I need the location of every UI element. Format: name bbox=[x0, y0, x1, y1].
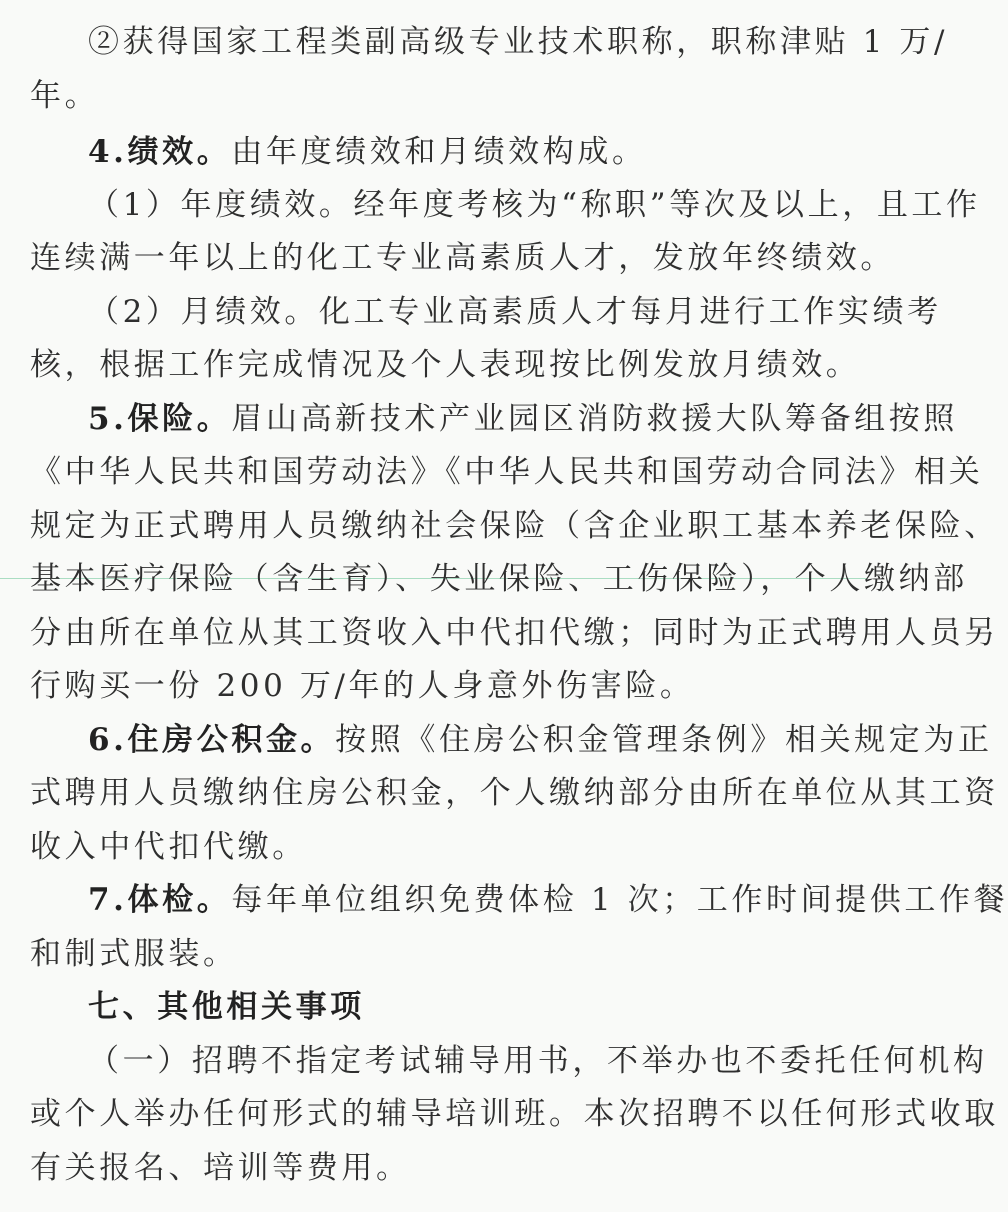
line-text: 连续满一年以上的化工专业高素质人才，发放年终绩效。 bbox=[30, 240, 895, 276]
section-heading-performance bbox=[0, 132, 956, 172]
paragraph-line bbox=[0, 22, 956, 62]
line-text: 由年度绩效和月绩效构成。 bbox=[231, 134, 647, 170]
paragraph-line bbox=[0, 185, 981, 225]
paragraph-line bbox=[0, 934, 898, 974]
item-number: （一） bbox=[88, 1043, 192, 1079]
paragraph-line bbox=[0, 666, 898, 706]
line-text: 年。 bbox=[30, 78, 100, 114]
paragraph-line bbox=[0, 238, 898, 278]
paragraph-line bbox=[0, 613, 999, 653]
section-label: 4.绩效。 bbox=[88, 134, 232, 170]
line-text: 分由所在单位从其工资收入中代扣代缴；同时为正式聘用人员另 bbox=[30, 615, 999, 651]
line-text: 《中华人民共和国劳动法》《中华人民共和国劳动合同法》相关 bbox=[30, 454, 984, 490]
section-label: 七、其他相关事项 bbox=[88, 989, 365, 1025]
paragraph-line bbox=[0, 1148, 898, 1188]
paragraph-line bbox=[0, 292, 956, 332]
line-text: 和制式服装。 bbox=[30, 936, 238, 972]
line-text: ②获得国家工程类副高级专业技术职称，职称津贴 1 万/ bbox=[88, 24, 949, 60]
line-text: 招聘不指定考试辅导用书，不举办也不委托任何机构 bbox=[191, 1043, 988, 1079]
line-text: 眉山高新技术产业园区消防救援大队筹备组按照 bbox=[231, 401, 958, 437]
paragraph-line bbox=[0, 452, 984, 492]
paragraph-line bbox=[0, 1041, 988, 1081]
paragraph-line bbox=[0, 827, 898, 867]
line-text: 收入中代扣代缴。 bbox=[30, 829, 307, 865]
line-text: 每年单位组织免费体检 1 次；工作时间提供工作餐 bbox=[231, 882, 1008, 918]
paragraph-line bbox=[0, 1094, 999, 1134]
paragraph-line bbox=[0, 76, 898, 116]
section-heading-housing-fund bbox=[0, 720, 993, 760]
line-text: 按照《住房公积金管理条例》相关规定为正 bbox=[335, 722, 993, 758]
section-heading-checkup bbox=[0, 880, 1008, 920]
line-text: 有关报名、培训等费用。 bbox=[30, 1150, 411, 1186]
section-heading-other-matters bbox=[0, 987, 956, 1027]
line-text: 或个人举办任何形式的辅导培训班。本次招聘不以任何形式收取 bbox=[30, 1096, 999, 1132]
line-text: 式聘用人员缴纳住房公积金，个人缴纳部分由所在单位从其工资 bbox=[30, 775, 999, 811]
section-heading-insurance bbox=[0, 399, 956, 439]
line-text: 基本医疗保险（含生育）、失业保险、工伤保险），个人缴纳部 bbox=[30, 561, 968, 597]
line-text: 月绩效。化工专业高素质人才每月进行工作实绩考 bbox=[180, 294, 942, 330]
line-text: 行购买一份 200 万/年的人身意外伤害险。 bbox=[30, 668, 695, 704]
section-label: 6.住房公积金。 bbox=[88, 722, 336, 758]
item-number: （2） bbox=[88, 294, 181, 330]
section-label: 5.保险。 bbox=[88, 401, 232, 437]
section-label: 7.体检。 bbox=[88, 882, 232, 918]
line-text: 核，根据工作完成情况及个人表现按比例发放月绩效。 bbox=[30, 347, 861, 383]
line-text: 规定为正式聘用人员缴纳社会保险（含企业职工基本养老保险、 bbox=[30, 508, 999, 544]
paragraph-line bbox=[0, 345, 898, 385]
paragraph-line bbox=[0, 773, 999, 813]
item-number: （1） bbox=[88, 187, 181, 223]
paragraph-line bbox=[0, 506, 999, 546]
paragraph-line bbox=[0, 559, 968, 599]
line-text: 年度绩效。经年度考核为“称职”等次及以上，且工作 bbox=[180, 187, 981, 223]
